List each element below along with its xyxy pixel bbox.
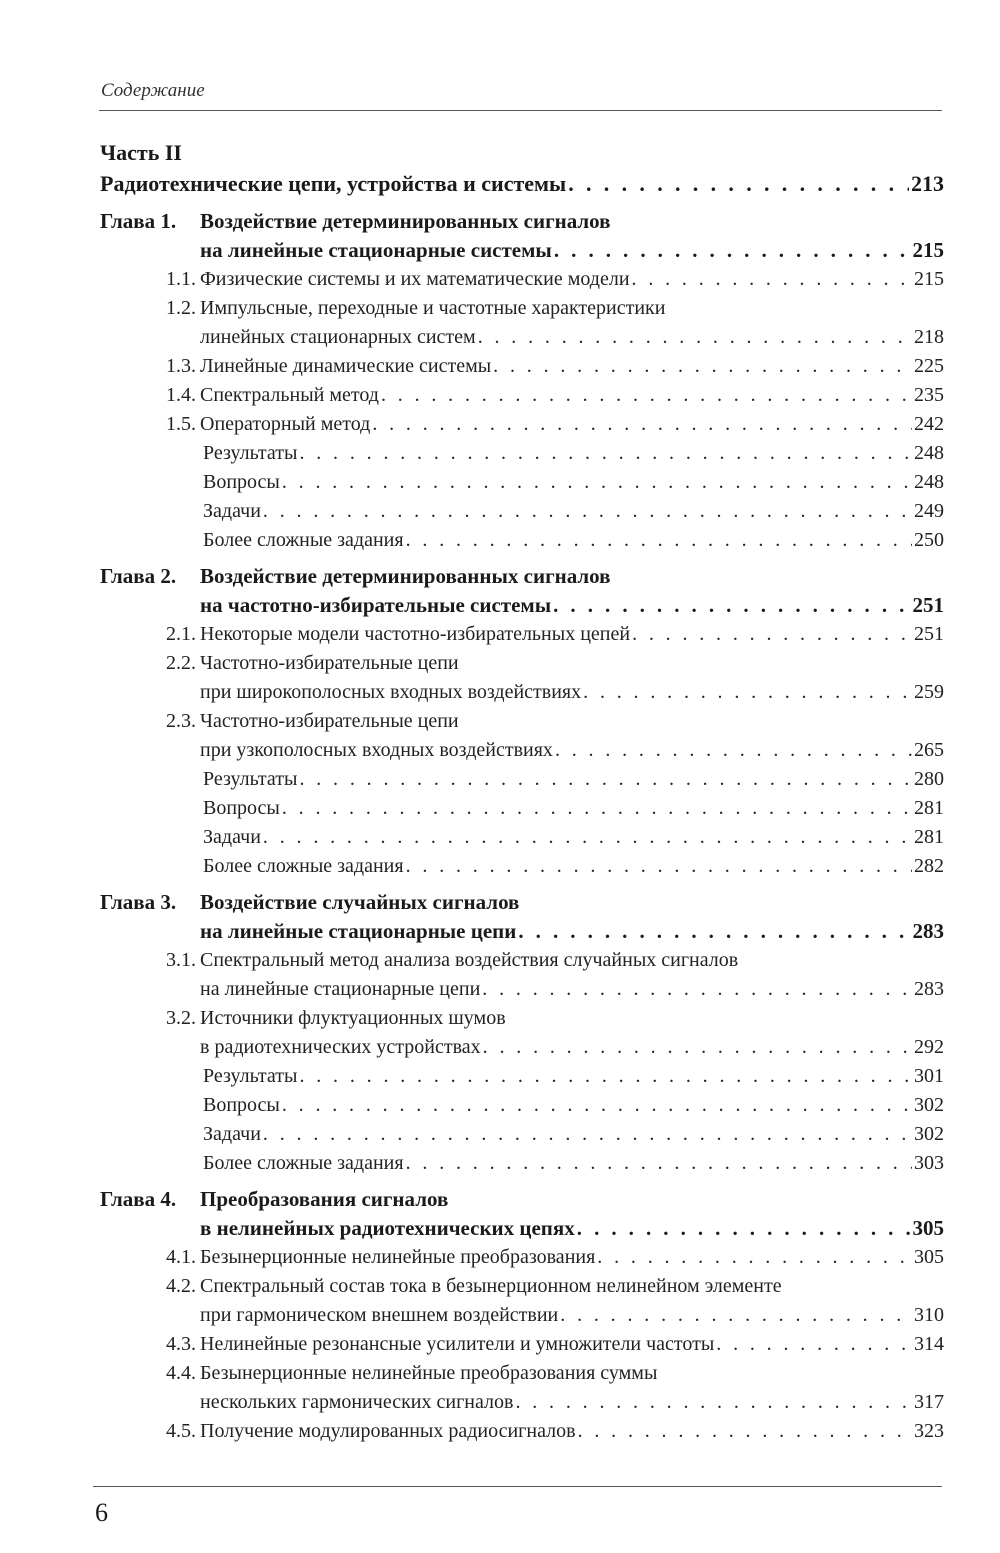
section-page: 251 [914, 623, 944, 645]
supplement-page: 282 [914, 855, 944, 877]
section-page: 317 [914, 1391, 944, 1413]
supplement-title: Вопросы [203, 471, 280, 493]
dot-leader [381, 381, 912, 410]
chapter-page: 283 [912, 919, 944, 943]
dot-leader [406, 1149, 912, 1178]
section-number: 1.2. [166, 297, 196, 319]
part-page: 213 [911, 171, 944, 196]
dot-leader [632, 265, 912, 294]
chapter-title-line: на линейные стационарные системы [200, 238, 552, 262]
dot-leader [478, 323, 912, 352]
section-title: Спектральный состав тока в безынерционном нелинейном элементе [200, 1275, 782, 1297]
chapter-block [100, 1185, 944, 1446]
supplement-title: Результаты [203, 1065, 298, 1087]
section-number: 4.4. [166, 1362, 196, 1384]
section-entry[interactable] [100, 265, 944, 294]
section-number: 4.1. [166, 1246, 196, 1268]
section-entry[interactable] [100, 410, 944, 439]
section-title: Частотно-избирательные цепи [200, 710, 459, 732]
supplement-page: 302 [914, 1094, 944, 1116]
section-title: Операторный метод [200, 413, 371, 435]
chapter-label: Глава 2. [100, 564, 177, 588]
section-title: Источники флуктуационных шумов [200, 1007, 506, 1029]
supplement-title: Задачи [203, 826, 261, 848]
chapter-heading-continued[interactable] [100, 1214, 944, 1243]
section-entry[interactable] [100, 381, 944, 410]
chapter-list [100, 207, 944, 1446]
supplement-title: Результаты [203, 768, 298, 790]
chapter-heading[interactable] [100, 888, 944, 917]
section-entry[interactable] [100, 1004, 944, 1033]
section-title: линейных стационарных систем [200, 326, 476, 348]
section-entry[interactable] [100, 1330, 944, 1359]
supplement-title: Вопросы [203, 1094, 280, 1116]
section-title: Получение модулированных радиосигналов [200, 1420, 576, 1442]
section-title: при узкополосных входных воздействиях [200, 739, 553, 761]
chapter-heading[interactable] [100, 207, 944, 236]
section-entry[interactable] [100, 1272, 944, 1301]
section-number: 4.3. [166, 1333, 196, 1355]
running-head: Содержание [101, 80, 205, 101]
chapter-supplement-entry[interactable] [100, 1062, 944, 1091]
chapter-title-line: Воздействие случайных сигналов [200, 890, 520, 914]
table-of-contents [100, 138, 944, 1446]
supplement-page: 281 [914, 797, 944, 819]
footer-rule [93, 1486, 942, 1487]
dot-leader [263, 497, 912, 526]
dot-leader [482, 975, 912, 1004]
section-title: при гармоническом внешнем воздействии [200, 1304, 559, 1326]
dot-leader [568, 168, 909, 200]
supplement-page: 281 [914, 826, 944, 848]
supplement-title: Задачи [203, 1123, 261, 1145]
section-title: Безынерционные нелинейные преобразования [200, 1246, 596, 1268]
section-page: 323 [914, 1420, 944, 1442]
section-title: Частотно-избирательные цепи [200, 652, 459, 674]
chapter-heading-continued[interactable] [100, 591, 944, 620]
supplement-page: 250 [914, 529, 944, 551]
section-number: 1.5. [166, 413, 196, 435]
chapter-supplement-entry[interactable] [100, 794, 944, 823]
chapter-title-line: на линейные стационарные цепи [200, 919, 517, 943]
section-entry-continued[interactable] [100, 1388, 944, 1417]
dot-leader [282, 468, 912, 497]
dot-leader [282, 1091, 912, 1120]
chapter-supplement-entry[interactable] [100, 852, 944, 881]
supplement-title: Задачи [203, 500, 261, 522]
part-label: Часть II [100, 140, 182, 165]
section-entry-continued[interactable] [100, 1033, 944, 1062]
section-entry-continued[interactable] [100, 323, 944, 352]
section-entry-continued[interactable] [100, 736, 944, 765]
section-number: 4.5. [166, 1420, 196, 1442]
supplement-page: 280 [914, 768, 944, 790]
supplement-title: Результаты [203, 442, 298, 464]
section-title: при широкополосных входных воздействиях [200, 681, 582, 703]
supplement-page: 248 [914, 471, 944, 493]
section-page: 305 [914, 1246, 944, 1268]
section-title: Нелинейные резонансные усилители и умножители частоты [200, 1333, 715, 1355]
dot-leader [597, 1243, 912, 1272]
chapter-title-line: Воздействие детерминированных сигналов [200, 564, 611, 588]
section-page: 310 [914, 1304, 944, 1326]
section-title: Спектральный метод анализа воздействия случайных сигналов [200, 949, 739, 971]
section-entry[interactable] [100, 649, 944, 678]
chapter-block [100, 888, 944, 1178]
chapter-supplement-entry[interactable] [100, 1149, 944, 1178]
section-entry-continued[interactable] [100, 975, 944, 1004]
chapter-supplement-entry[interactable] [100, 497, 944, 526]
section-number: 4.2. [166, 1275, 196, 1297]
part-title: Радиотехнические цепи, устройства и системы [100, 171, 567, 196]
dot-leader [716, 1330, 912, 1359]
chapter-label: Глава 3. [100, 890, 177, 914]
chapter-page: 251 [912, 593, 944, 617]
chapter-label: Глава 1. [100, 209, 177, 233]
dot-leader [299, 1062, 912, 1091]
dot-leader [583, 678, 912, 707]
dot-leader [578, 1417, 912, 1446]
section-page: 259 [914, 681, 944, 703]
section-number: 1.4. [166, 384, 196, 406]
supplement-page: 303 [914, 1152, 944, 1174]
dot-leader [632, 620, 912, 649]
supplement-page: 301 [914, 1065, 944, 1087]
supplement-page: 248 [914, 442, 944, 464]
chapter-supplement-entry[interactable] [100, 1120, 944, 1149]
dot-leader [406, 526, 912, 555]
section-page: 242 [914, 413, 944, 435]
section-entry-continued[interactable] [100, 678, 944, 707]
section-page: 265 [914, 739, 944, 761]
section-entry-continued[interactable] [100, 1301, 944, 1330]
section-entry[interactable] [100, 1417, 944, 1446]
dot-leader [282, 794, 912, 823]
section-entry[interactable] [100, 707, 944, 736]
dot-leader [263, 823, 912, 852]
chapter-page: 305 [912, 1216, 944, 1240]
section-entry[interactable] [100, 1359, 944, 1388]
section-title: на линейные стационарные цепи [200, 978, 481, 1000]
dot-leader [518, 917, 910, 946]
chapter-supplement-entry[interactable] [100, 1091, 944, 1120]
dot-leader [406, 852, 912, 881]
chapter-title-line: Преобразования сигналов [200, 1187, 449, 1211]
chapter-title-line: на частотно-избирательные системы [200, 593, 552, 617]
section-title: Спектральный метод [200, 384, 379, 406]
chapter-label: Глава 4. [100, 1187, 177, 1211]
section-page: 225 [914, 355, 944, 377]
section-entry[interactable] [100, 946, 944, 975]
dot-leader [560, 1301, 912, 1330]
supplement-page: 249 [914, 500, 944, 522]
section-entry[interactable] [100, 620, 944, 649]
section-title: Безынерционные нелинейные преобразования суммы [200, 1362, 658, 1384]
section-title: Физические системы и их математические модели [200, 268, 630, 290]
dot-leader [515, 1388, 912, 1417]
supplement-title: Более сложные задания [203, 529, 404, 551]
section-title: Линейные динамические системы [200, 355, 492, 377]
section-page: 292 [914, 1036, 944, 1058]
dot-leader [577, 1214, 911, 1243]
section-number: 3.2. [166, 1007, 196, 1029]
section-number: 2.2. [166, 652, 196, 674]
chapter-heading-continued[interactable] [100, 917, 944, 946]
dot-leader [554, 236, 911, 265]
chapter-title-line: в нелинейных радиотехнических цепях [200, 1216, 575, 1240]
section-number: 3.1. [166, 949, 196, 971]
section-page: 215 [914, 268, 944, 290]
section-page: 218 [914, 326, 944, 348]
chapter-block [100, 562, 944, 881]
chapter-supplement-entry[interactable] [100, 439, 944, 468]
chapter-supplement-entry[interactable] [100, 526, 944, 555]
chapter-page: 215 [912, 238, 944, 262]
supplement-title: Вопросы [203, 797, 280, 819]
chapter-block [100, 207, 944, 555]
header-rule [99, 110, 942, 111]
section-number: 2.1. [166, 623, 196, 645]
chapter-supplement-entry[interactable] [100, 823, 944, 852]
section-page: 283 [914, 978, 944, 1000]
dot-leader [263, 1120, 912, 1149]
dot-leader [553, 591, 910, 620]
section-page: 314 [914, 1333, 944, 1355]
supplement-title: Более сложные задания [203, 1152, 404, 1174]
section-page: 235 [914, 384, 944, 406]
dot-leader [299, 439, 912, 468]
dot-leader [493, 352, 912, 381]
page-number: 6 [95, 1498, 108, 1527]
dot-leader [372, 410, 912, 439]
section-entry[interactable] [100, 352, 944, 381]
section-number: 1.3. [166, 355, 196, 377]
chapter-heading-continued[interactable] [100, 236, 944, 265]
section-number: 2.3. [166, 710, 196, 732]
chapter-heading[interactable] [100, 562, 944, 591]
part-title-row[interactable] [100, 168, 944, 200]
dot-leader [555, 736, 912, 765]
chapter-supplement-entry[interactable] [100, 468, 944, 497]
section-number: 1.1. [166, 268, 196, 290]
supplement-page: 302 [914, 1123, 944, 1145]
dot-leader [483, 1033, 912, 1062]
chapter-title-line: Воздействие детерминированных сигналов [200, 209, 611, 233]
section-entry[interactable] [100, 1243, 944, 1272]
section-title: Импульсные, переходные и частотные характеристики [200, 297, 666, 319]
dot-leader [299, 765, 912, 794]
section-title: нескольких гармонических сигналов [200, 1391, 514, 1413]
supplement-title: Более сложные задания [203, 855, 404, 877]
section-title: в радиотехнических устройствах [200, 1036, 481, 1058]
chapter-supplement-entry[interactable] [100, 765, 944, 794]
section-title: Некоторые модели частотно-избирательных цепей [200, 623, 631, 645]
chapter-heading[interactable] [100, 1185, 944, 1214]
section-entry[interactable] [100, 294, 944, 323]
